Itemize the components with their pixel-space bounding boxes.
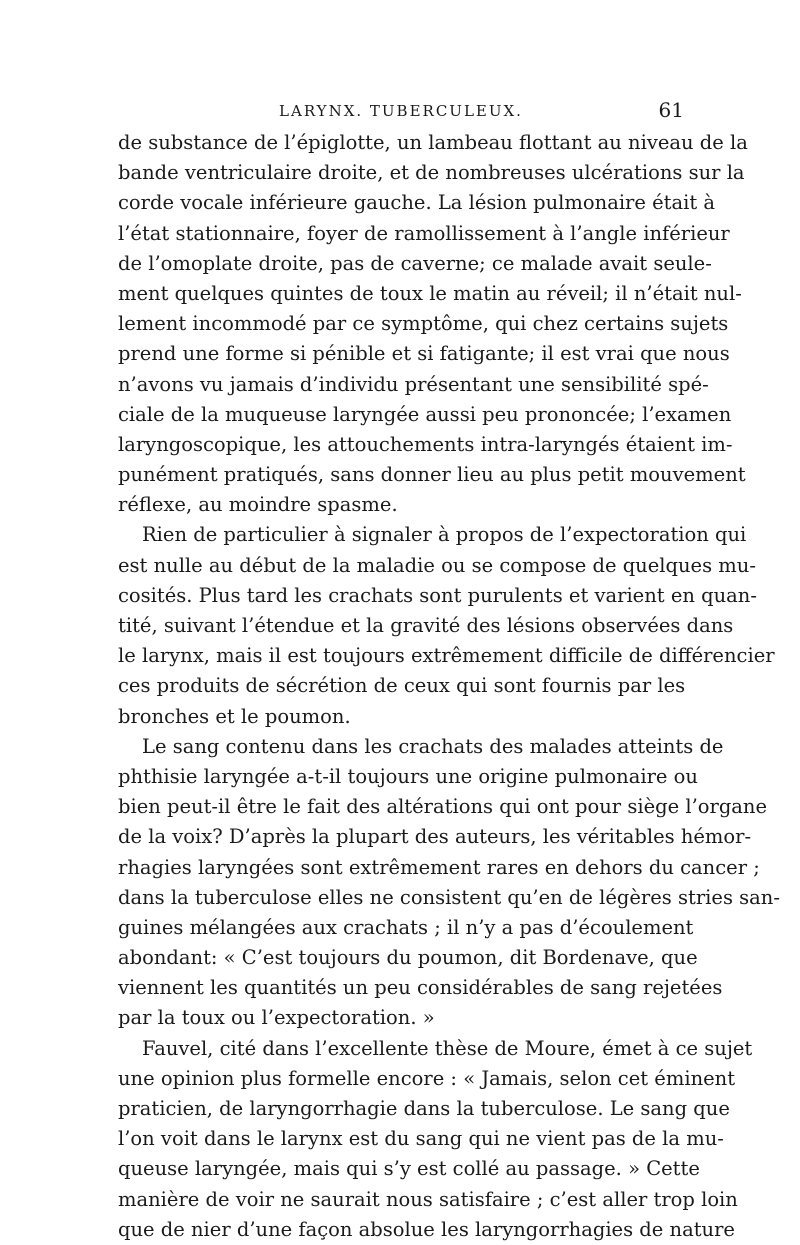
text-line: bien peut-il être le fait des altérations qui ont pour siège l’organe [118,795,768,819]
text-line: bronches et le poumon. [118,704,351,728]
text-line: que de nier d’une façon absolue les laryngorrhagies de nature [118,1217,735,1241]
text-line: Fauvel, cité dans l’excellente thèse de Moure, émet à ce sujet [142,1036,753,1060]
text-line: l’on voit dans le larynx est du sang qui ne vient pas de la mu- [118,1127,724,1151]
text-line: ment quelques quintes de toux le matin au réveil; il n’était nul- [118,281,742,305]
text-line: praticien, de laryngorrhagie dans la tuberculose. Le sang que [118,1097,730,1120]
text-line: une opinion plus formelle encore : « Jamais, selon cet éminent [118,1066,736,1090]
text-line: l’état stationnaire, foyer de ramollissement à l’angle inférieur [118,221,730,245]
text-line: guines mélangées aux crachats ; il n’y a pas d’écoulement [118,915,694,939]
text-line: dans la tuberculose elles ne consistent qu’en de légères stries san- [118,885,780,909]
text-line: ces produits de sécrétion de ceux qui sont fournis par les [118,674,686,698]
text-line: par la toux ou l’expectoration. » [118,1006,435,1030]
text-line: laryngoscopique, les attouchements intra-laryngés étaient im- [118,432,733,456]
text-line: de la voix? D’après la plupart des auteurs, les véritables hémor- [118,825,752,849]
text-line: manière de voir ne saurait nous satisfaire ; c’est aller trop loin [118,1187,738,1211]
text-line: est nulle au début de la maladie ou se compose de quelques mu- [118,553,756,577]
page-number: 61 [658,98,684,122]
text-line: tité, suivant l’étendue et la gravité des lésions observées dans [118,614,734,637]
body-text [118,128,780,1245]
running-title: LARYNX. TUBERCULEUX. [279,102,523,120]
text-line: de l’omoplate droite, pas de caverne; ce malade avait seule- [118,251,712,275]
text-line: queuse laryngée, mais qui s’y est collé au passage. » Cette [118,1157,700,1181]
text-line: cosités. Plus tard les crachats sont purulents et varient en quan- [118,583,757,607]
text-line: Le sang contenu dans les crachats des malades atteints de [142,734,724,758]
text-line: phthisie laryngée a-t-il toujours une origine pulmonaire ou [118,764,698,788]
running-head [118,98,684,128]
text-line: le larynx, mais il est toujours extrêmement difficile de différencier [118,644,775,668]
text-line: de substance de l’épiglotte, un lambeau flottant au niveau de la [118,131,748,154]
text-line: prend une forme si pénible et si fatigante; il est vrai que nous [118,342,730,366]
text-line: viennent les quantités un peu considérables de sang rejetées [118,976,723,1000]
text-line: abondant: « C’est toujours du poumon, dit Bordenave, que [118,946,698,970]
text-line: Rien de particulier à signaler à propos de l’expectoration qui [142,523,747,547]
text-line: punément pratiqués, sans donner lieu au plus petit mouvement [118,463,746,487]
text-line: n’avons vu jamais d’individu présentant une sensibilité spé- [118,372,709,396]
text-line: réflexe, au moindre spasme. [118,493,398,517]
text-line: ciale de la muqueuse laryngée aussi peu prononcée; l’examen [118,402,732,426]
text-line: corde vocale inférieure gauche. La lésion pulmonaire était à [118,191,716,215]
text-line: bande ventriculaire droite, et de nombreuses ulcérations sur la [118,161,745,185]
text-line: lement incommodé par ce symptôme, qui chez certains sujets [118,312,729,336]
text-line: rhagies laryngées sont extrêmement rares en dehors du cancer ; [118,855,760,879]
